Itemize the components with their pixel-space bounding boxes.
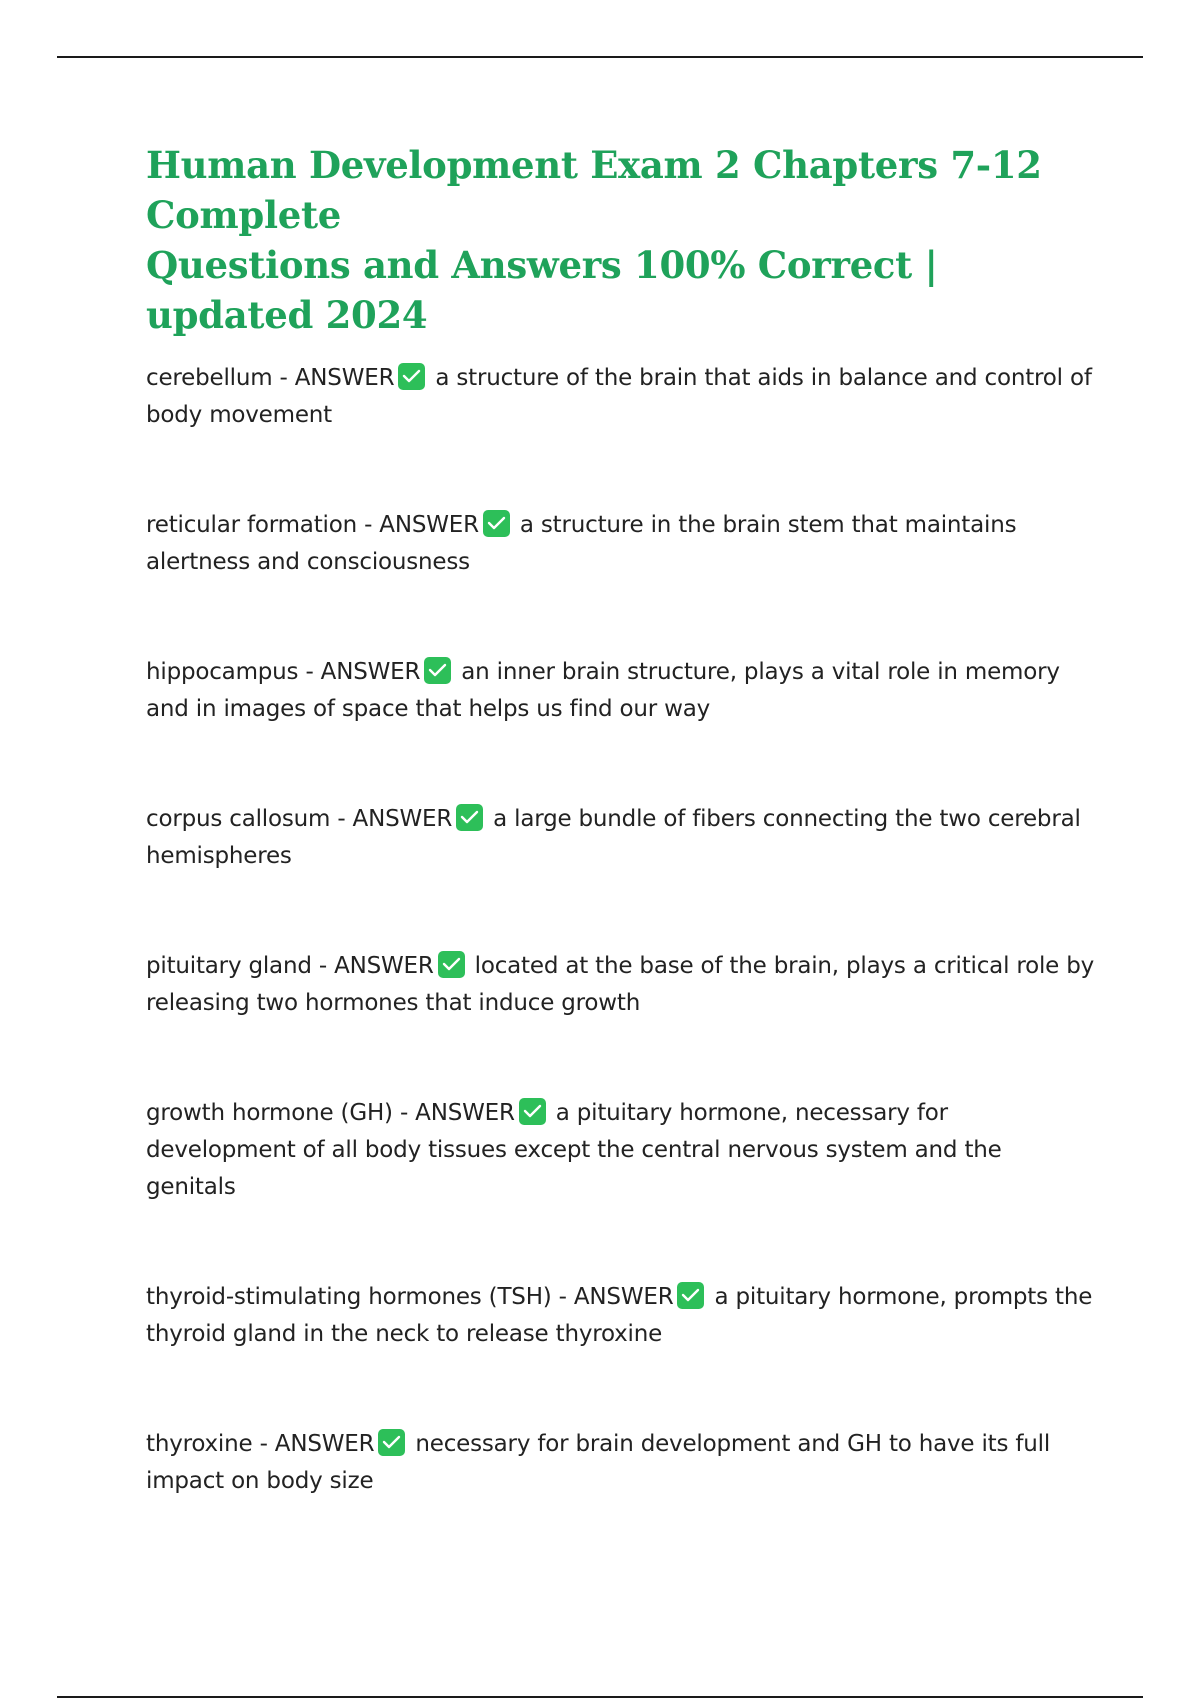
definition: an inner brain structure, plays a vital role in memory and in images of space that helps us find our way bbox=[146, 659, 1060, 722]
qa-item bbox=[146, 1279, 1096, 1353]
answer-marker: ANSWER bbox=[379, 512, 479, 538]
checkmark-box-icon bbox=[483, 510, 510, 537]
separator: - bbox=[551, 1284, 574, 1310]
term: thyroxine bbox=[146, 1431, 253, 1457]
qa-item bbox=[146, 1095, 1096, 1206]
separator: - bbox=[330, 806, 353, 832]
document-content bbox=[146, 140, 1096, 1573]
checkmark-box-icon bbox=[398, 363, 425, 390]
term: hippocampus bbox=[146, 659, 299, 685]
definition: a pituitary hormone, prompts the thyroid gland in the neck to release thyroxine bbox=[146, 1284, 1093, 1347]
answer-marker: ANSWER bbox=[573, 1284, 674, 1310]
checkmark-box-icon bbox=[438, 951, 465, 978]
document-title bbox=[146, 140, 1096, 340]
separator: - bbox=[392, 1100, 416, 1126]
term: pituitary gland bbox=[146, 953, 312, 979]
qa-item bbox=[146, 360, 1096, 434]
term: cerebellum bbox=[146, 365, 273, 391]
answer-marker: ANSWER bbox=[415, 1100, 515, 1126]
term: corpus callosum bbox=[146, 806, 331, 832]
answer-marker: ANSWER bbox=[334, 953, 434, 979]
answer-marker: ANSWER bbox=[320, 659, 421, 685]
title-line-1: Human Development Exam 2 Chapters 7-12 Complete bbox=[146, 143, 1042, 237]
definition: located at the base of the brain, plays a critical role by releasing two hormones that induce growth bbox=[146, 953, 1095, 1016]
definition: a structure in the brain stem that maintains alertness and consciousness bbox=[146, 512, 1017, 575]
checkmark-box-icon bbox=[519, 1098, 546, 1125]
checkmark-box-icon bbox=[424, 657, 451, 684]
definition: a structure of the brain that aids in balance and control of body movement bbox=[146, 365, 1092, 428]
qa-list bbox=[146, 360, 1096, 1500]
term: thyroid-stimulating hormones (TSH) bbox=[146, 1284, 552, 1310]
separator: - bbox=[356, 512, 380, 538]
separator: - bbox=[298, 659, 321, 685]
qa-item bbox=[146, 654, 1096, 728]
qa-item bbox=[146, 801, 1096, 875]
footer-rule bbox=[57, 1696, 1143, 1698]
definition: necessary for brain development and GH to have its full impact on body size bbox=[146, 1431, 1051, 1494]
separator: - bbox=[311, 953, 335, 979]
qa-item bbox=[146, 507, 1096, 581]
header-rule bbox=[57, 56, 1143, 58]
answer-marker: ANSWER bbox=[352, 806, 453, 832]
term: growth hormone (GH) bbox=[146, 1100, 393, 1126]
term: reticular formation bbox=[146, 512, 357, 538]
answer-marker: ANSWER bbox=[294, 365, 395, 391]
checkmark-box-icon bbox=[677, 1282, 704, 1309]
separator: - bbox=[252, 1431, 275, 1457]
definition: a pituitary hormone, necessary for development of all body tissues except the central nervous system and the genitals bbox=[146, 1100, 1002, 1200]
checkmark-box-icon bbox=[378, 1429, 405, 1456]
qa-item bbox=[146, 948, 1096, 1022]
answer-marker: ANSWER bbox=[274, 1431, 375, 1457]
separator: - bbox=[272, 365, 295, 391]
title-line-2: Questions and Answers 100% Correct | updated 2024 bbox=[146, 243, 938, 337]
qa-item bbox=[146, 1426, 1096, 1500]
checkmark-box-icon bbox=[456, 804, 483, 831]
definition: a large bundle of fibers connecting the two cerebral hemispheres bbox=[146, 806, 1081, 869]
